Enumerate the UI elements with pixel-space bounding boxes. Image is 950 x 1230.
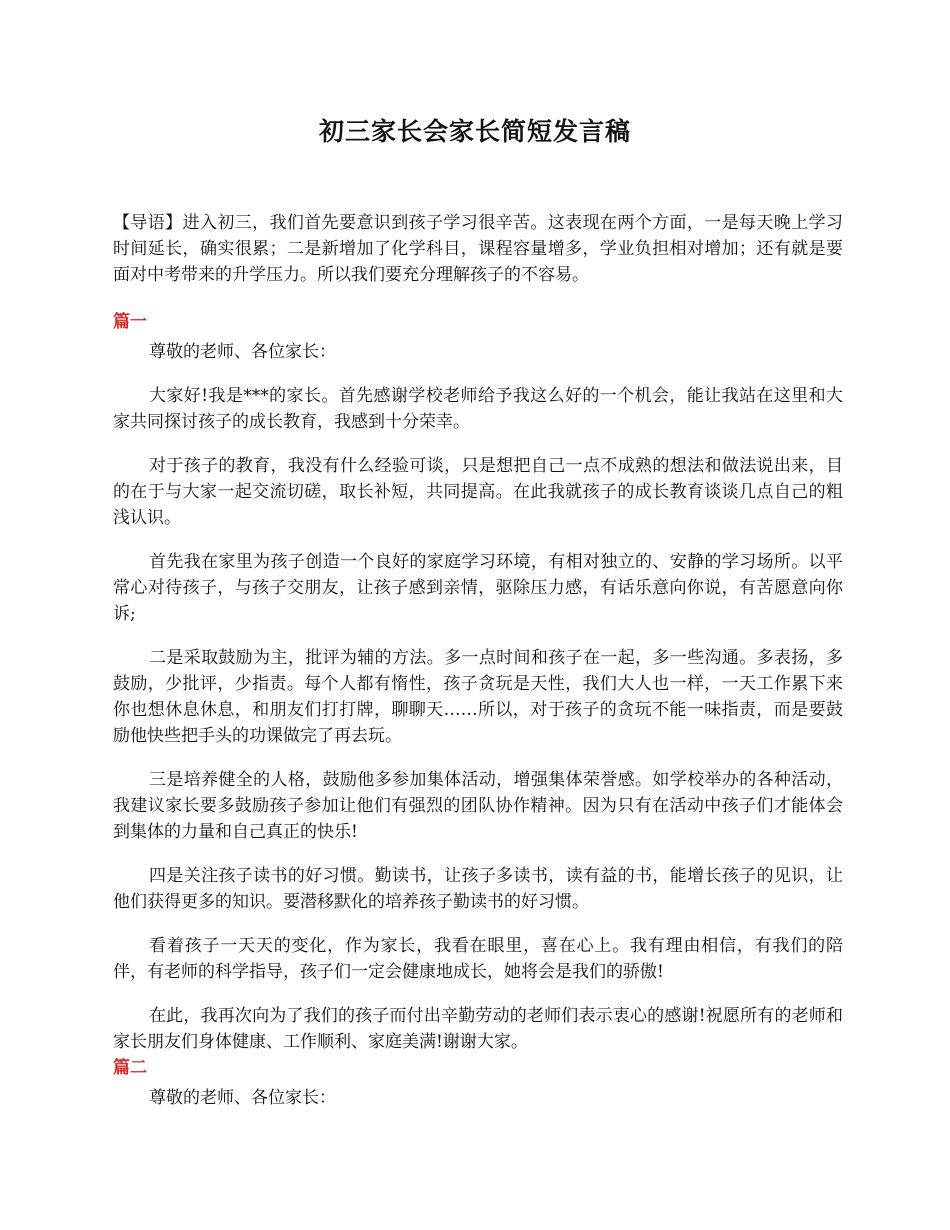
body-paragraph: 二是采取鼓励为主，批评为辅的方法。多一点时间和孩子在一起，多一些沟通。多表扬，多鼓励，少批评，少指责。每个人都有惰性，孩子贪玩是天性，我们大人也一样，一天工作累下来你也想休息休息，和朋友们打打牌，聊聊天……所以，对于孩子的贪玩不能一味指责，而是要鼓励他快些把手头的功课做完了再去玩。: [113, 648, 843, 746]
body-paragraph: 看着孩子一天天的变化，作为家长，我看在眼里，喜在心上。我有理由相信，有我们的陪伴，有老师的科学指导，孩子们一定会健康地成长，她将会是我们的骄傲!: [113, 936, 843, 982]
body-paragraph: 大家好!我是***的家长。首先感谢学校老师给予我这么好的一个机会，能让我站在这里和大家共同探讨孩子的成长教育，我感到十分荣幸。: [113, 386, 843, 432]
body-paragraph: 在此，我再次向为了我们的孩子而付出辛勤劳动的老师们表示衷心的感谢!祝愿所有的老师和家长朋友们身体健康、工作顺利、家庭美满!谢谢大家。: [113, 1006, 843, 1052]
document-body: [113, 210, 843, 1111]
intro-paragraph: 【导语】进入初三，我们首先要意识到孩子学习很辛苦。这表现在两个方面，一是每天晚上学习时间延长，确实很累；二是新增加了化学科目，课程容量增多，学业负担相对增加；还有就是要面对中考带来的升学压力。所以我们要充分理解孩子的不容易。: [113, 213, 843, 285]
greeting-2: 尊敬的老师、各位家长：: [149, 1088, 336, 1108]
document-title: 初三家长会家长简短发言稿: [318, 117, 631, 146]
body-paragraph: 对于孩子的教育，我没有什么经验可谈，只是想把自己一点不成熟的想法和做法说出来，目的在于与大家一起交流切磋，取长补短，共同提高。在此我就孩子的成长教育谈谈几点自己的粗浅认识。: [113, 456, 843, 528]
section-heading-1: 篇一: [113, 312, 147, 332]
section-heading-2: 篇二: [113, 1058, 147, 1078]
body-paragraph: 三是培养健全的人格，鼓励他多参加集体活动，增强集体荣誉感。如学校举办的各种活动，我建议家长要多鼓励孩子参加让他们有强烈的团队协作精神。因为只有在活动中孩子们才能体会到集体的力量和自己真正的快乐!: [113, 770, 843, 842]
greeting-1: 尊敬的老师、各位家长：: [149, 342, 336, 362]
body-paragraph: 首先我在家里为孩子创造一个良好的家庭学习环境，有相对独立的、安静的学习场所。以平常心对待孩子，与孩子交朋友，让孩子感到亲情，驱除压力感，有话乐意向你说，有苦愿意向你诉;: [113, 552, 843, 624]
body-paragraph: 四是关注孩子读书的好习惯。勤读书，让孩子多读书，读有益的书，能增长孩子的见识，让他们获得更多的知识。要潜移默化的培养孩子勤读书的好习惯。: [113, 866, 843, 912]
